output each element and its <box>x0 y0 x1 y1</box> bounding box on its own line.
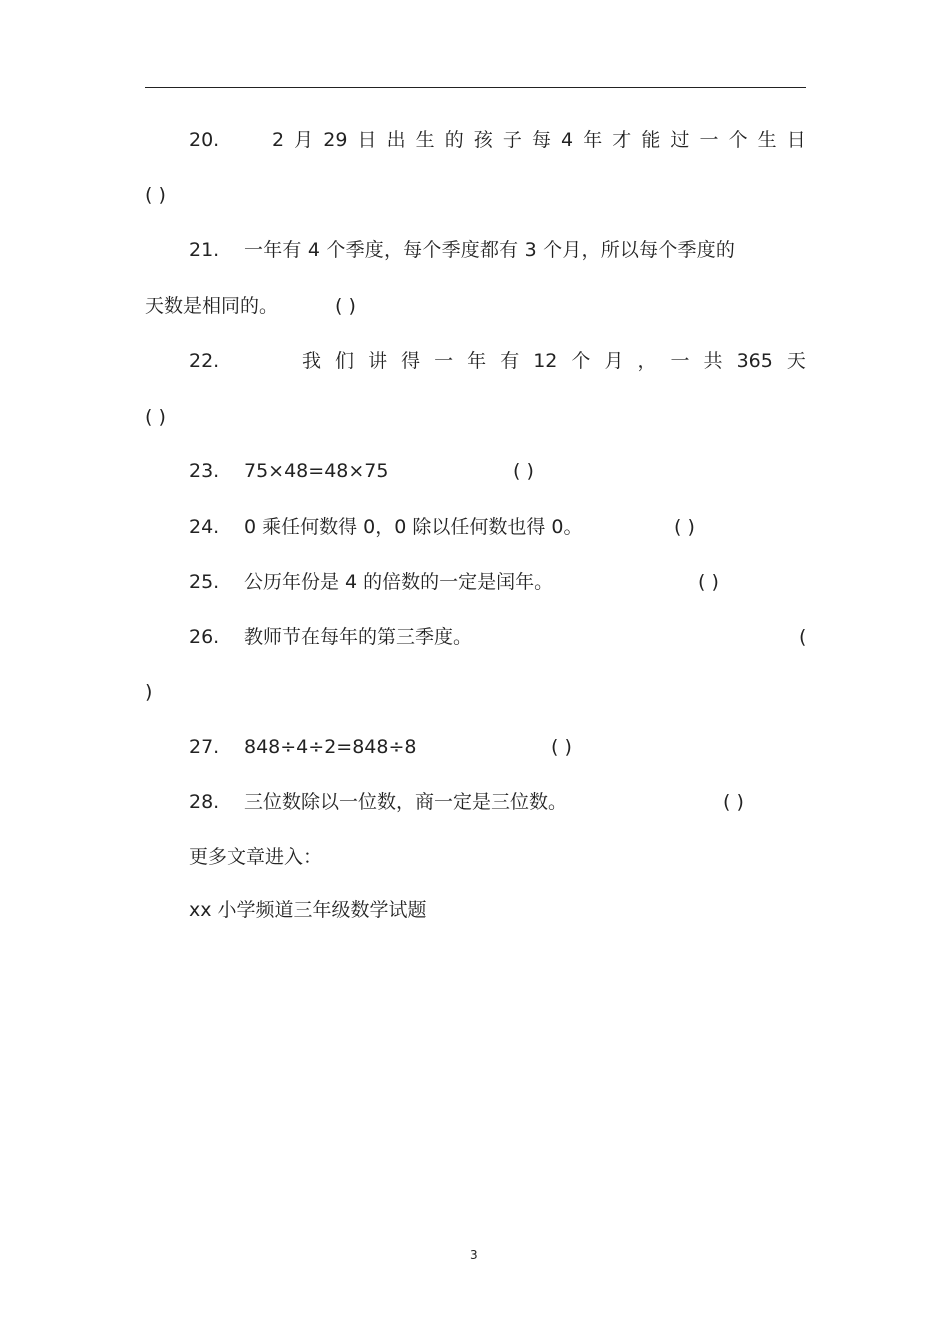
question-22-token: 月 <box>604 350 624 372</box>
question-20-token: 子 <box>502 129 522 151</box>
question-26-answer-paren-open[interactable]: ( <box>799 626 807 648</box>
question-20-token: 年 <box>583 129 603 151</box>
question-25-answer-parens[interactable]: ( ) <box>698 571 719 593</box>
header-rule <box>145 87 806 88</box>
question-20-number: 20. <box>189 129 220 151</box>
question-21-text-line1: 一年有 4 个季度，每个季度都有 3 个月，所以每个季度的 <box>244 239 736 261</box>
question-20-token: 一 <box>699 129 719 151</box>
question-26-answer-paren-close[interactable]: ) <box>145 681 153 703</box>
question-20-token: 日 <box>357 129 377 151</box>
question-20-token: 4 <box>561 129 574 151</box>
question-21-text-line2: 天数是相同的。 <box>145 295 279 317</box>
question-20-token: 每 <box>531 129 551 151</box>
question-22-text <box>302 348 806 374</box>
question-22-token: 共 <box>703 350 723 372</box>
question-20-answer-parens[interactable]: ( ) <box>145 184 166 206</box>
question-20-token: 才 <box>612 129 632 151</box>
question-20-token: 日 <box>786 129 806 151</box>
question-20-token: 出 <box>386 129 406 151</box>
page-number: 3 <box>470 1248 478 1262</box>
question-22-answer-parens[interactable]: ( ) <box>145 406 166 428</box>
question-25-number: 25. <box>189 571 220 593</box>
question-20-token: 29 <box>323 129 348 151</box>
question-22-token: ， <box>637 350 657 372</box>
question-22-token: 有 <box>500 350 520 372</box>
question-22-token: 我 <box>302 350 322 372</box>
question-22-token: 个 <box>571 350 591 372</box>
question-23-answer-parens[interactable]: ( ) <box>513 460 534 482</box>
question-22-token: 年 <box>467 350 487 372</box>
question-22-token: 天 <box>786 350 806 372</box>
question-22-number: 22. <box>189 350 220 372</box>
question-20-token: 能 <box>641 129 661 151</box>
question-25-text: 公历年份是 4 的倍数的一定是闰年。 <box>244 571 554 593</box>
question-22-token: 们 <box>335 350 355 372</box>
question-24-answer-parens[interactable]: ( ) <box>674 516 695 538</box>
question-22-token: 一 <box>670 350 690 372</box>
question-20-text <box>272 127 806 153</box>
question-23-text: 75×48=48×75 <box>244 460 389 482</box>
question-22-token: 讲 <box>368 350 388 372</box>
question-22-token: 一 <box>434 350 454 372</box>
question-27-answer-parens[interactable]: ( ) <box>551 736 572 758</box>
question-28-text: 三位数除以一位数，商一定是三位数。 <box>244 791 568 813</box>
more-articles-label: 更多文章进入： <box>189 846 323 868</box>
question-23-number: 23. <box>189 460 220 482</box>
question-24-text: 0 乘任何数得 0，0 除以任何数也得 0。 <box>244 516 583 538</box>
question-21-answer-parens[interactable]: ( ) <box>335 295 356 317</box>
question-22-token: 365 <box>736 350 773 372</box>
question-28-number: 28. <box>189 791 220 813</box>
question-20-token: 个 <box>728 129 748 151</box>
question-20-token: 孩 <box>473 129 493 151</box>
question-26-text: 教师节在每年的第三季度。 <box>244 626 473 648</box>
question-21-number: 21. <box>189 239 220 261</box>
question-20-token: 的 <box>444 129 464 151</box>
question-24-number: 24. <box>189 516 220 538</box>
more-articles-link[interactable]: xx 小学频道三年级数学试题 <box>189 899 427 921</box>
question-28-answer-parens[interactable]: ( ) <box>723 791 744 813</box>
question-22-token: 12 <box>533 350 558 372</box>
question-27-text: 848÷4÷2=848÷8 <box>244 736 417 758</box>
question-22-token: 得 <box>401 350 421 372</box>
question-20-token: 过 <box>670 129 690 151</box>
question-20-token: 月 <box>294 129 314 151</box>
question-20-token: 生 <box>757 129 777 151</box>
question-27-number: 27. <box>189 736 220 758</box>
question-20-token: 生 <box>415 129 435 151</box>
question-20-token: 2 <box>272 129 285 151</box>
question-26-number: 26. <box>189 626 220 648</box>
